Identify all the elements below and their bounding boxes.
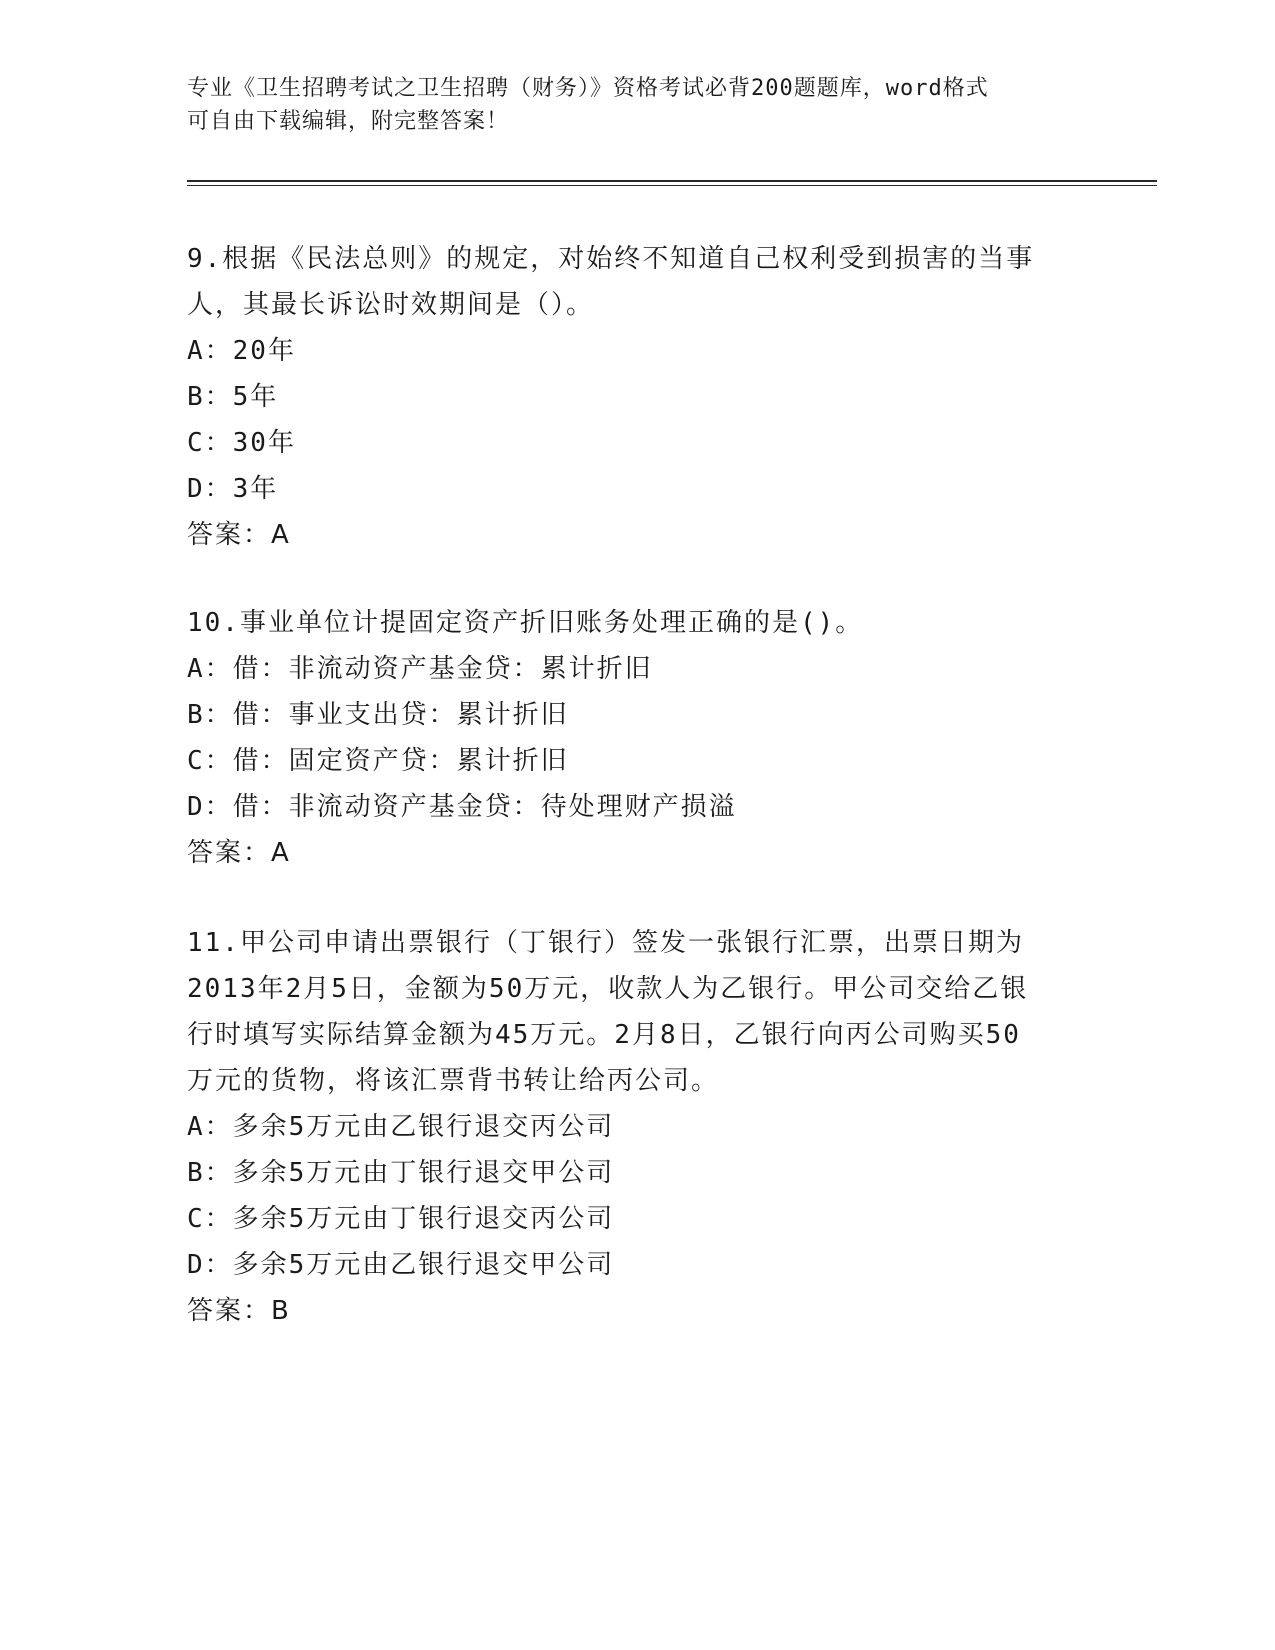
question-stem-line: 10.事业单位计提固定资产折旧账务处理正确的是()。 — [187, 608, 864, 638]
header-line-1: 专业《卫生招聘考试之卫生招聘（财务）》资格考试必背200题题库，word格式 — [187, 76, 989, 101]
question-stem-line: 万元的货物，将该汇票背书转让给丙公司。 — [187, 1066, 720, 1096]
header-line-2: 可自由下载编辑，附完整答案！ — [187, 109, 510, 134]
question-11 — [187, 920, 1087, 1334]
header-divider-thin — [187, 185, 1157, 186]
header-divider — [187, 180, 1157, 182]
option-a: A：借：非流动资产基金贷：累计折旧 — [187, 654, 653, 684]
option-a: A：20年 — [187, 336, 296, 366]
question-stem-line: 行时填写实际结算金额为45万元。2月8日，乙银行向丙公司购买50 — [187, 1020, 1021, 1050]
question-stem-line: 2013年2月5日，金额为50万元，收款人为乙银行。甲公司交给乙银 — [187, 974, 1029, 1004]
option-b: B：多余5万元由丁银行退交甲公司 — [187, 1158, 615, 1188]
option-c: C：多余5万元由丁银行退交丙公司 — [187, 1204, 615, 1234]
question-stem — [187, 600, 1087, 646]
question-stem — [187, 236, 1087, 328]
question-stem-line: 11.甲公司申请出票银行（丁银行）签发一张银行汇票，出票日期为 — [187, 928, 1024, 958]
question-stem-line: 9.根据《民法总则》的规定，对始终不知道自己权利受到损害的当事 — [187, 244, 1035, 274]
question-9 — [187, 236, 1087, 558]
question-stem-line: 人，其最长诉讼时效期间是（）。 — [187, 290, 595, 320]
question-stem — [187, 920, 1087, 1104]
question-10 — [187, 600, 1087, 876]
document-header — [187, 72, 1087, 138]
option-b: B：5年 — [187, 382, 279, 412]
option-d: D：3年 — [187, 474, 279, 504]
answer: 答案：A — [187, 520, 291, 550]
option-b: B：借：事业支出贷：累计折旧 — [187, 700, 569, 730]
option-d: D：借：非流动资产基金贷：待处理财产损溢 — [187, 792, 737, 822]
answer: 答案：A — [187, 838, 291, 868]
option-a: A：多余5万元由乙银行退交丙公司 — [187, 1112, 615, 1142]
option-c: C：30年 — [187, 428, 296, 458]
option-d: D：多余5万元由乙银行退交甲公司 — [187, 1250, 615, 1280]
answer: 答案：B — [187, 1296, 291, 1326]
option-c: C：借：固定资产贷：累计折旧 — [187, 746, 569, 776]
